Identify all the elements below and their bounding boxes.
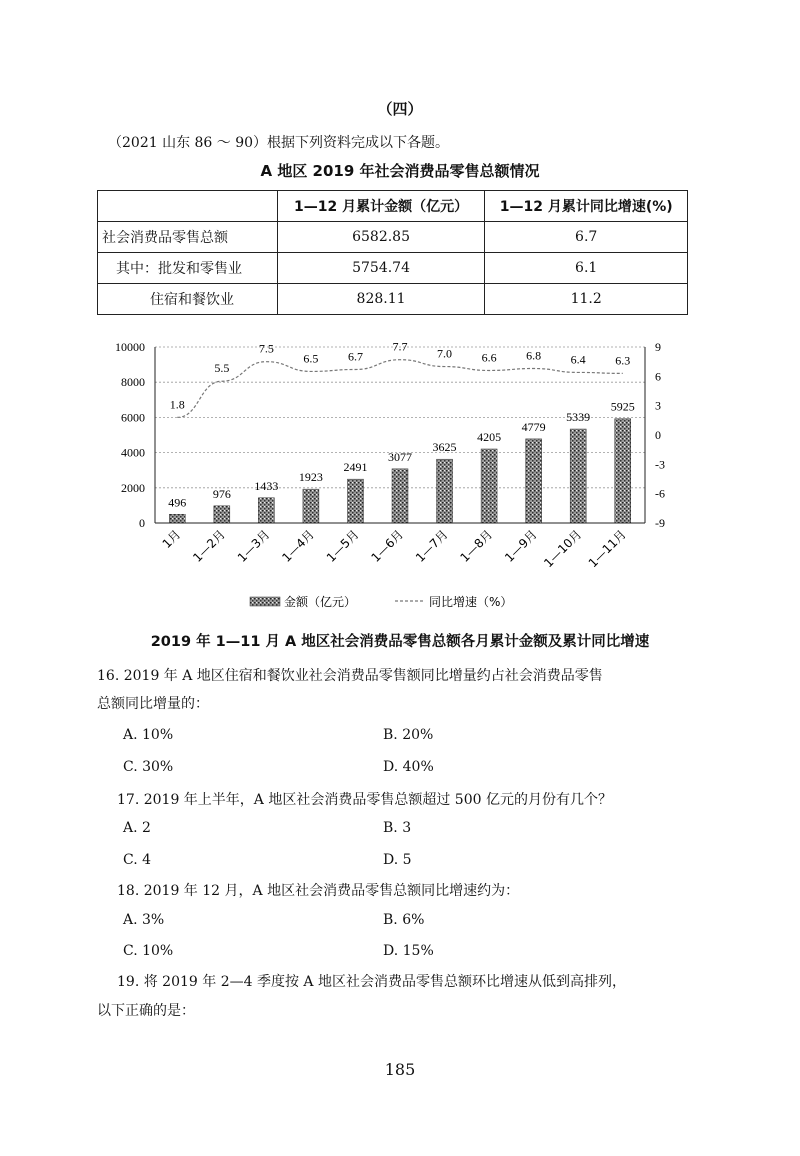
bar [570, 429, 586, 523]
option-b: B. 20% [383, 727, 434, 743]
x-tick-label: 1—10月 [541, 527, 585, 571]
legend-bar-swatch [250, 597, 280, 606]
y-right-tick-label: -3 [655, 457, 665, 472]
option-b: B. 6% [383, 912, 425, 928]
table-row [98, 253, 688, 284]
question-text: 将 2019 年 2—4 季度按 A 地区社会消费品零售总额环比增速从低到高排列， [143, 974, 626, 990]
bar-value-label: 2491 [343, 460, 368, 475]
y-right-tick-label: 9 [655, 340, 661, 354]
line-value-label: 6.5 [303, 351, 319, 366]
x-tick-label: 1—2月 [190, 527, 228, 565]
row-growth: 6.7 [485, 222, 688, 253]
table-title: A 地区 2019 年社会消费品零售总额情况 [260, 162, 540, 180]
question-16 [97, 662, 603, 690]
x-tick-label: 1—7月 [412, 527, 451, 565]
y-left-tick-label: 6000 [121, 410, 145, 425]
line-value-label: 7.5 [258, 341, 274, 356]
legend-bar-label: 金额（亿元） [284, 595, 357, 609]
y-left-tick-label: 10000 [115, 340, 145, 354]
question-number: 19. [117, 974, 140, 990]
row-amount: 828.11 [277, 284, 485, 315]
bar [481, 449, 497, 523]
row-label: 社会消费品零售总额 [98, 222, 278, 253]
bar-value-label: 1433 [254, 478, 279, 493]
section-heading: （四） [377, 100, 423, 118]
bar-value-label: 1923 [298, 470, 323, 485]
question-text: 2019 年上半年，A 地区社会消费品零售总额超过 500 亿元的月份有几个？ [143, 792, 612, 808]
page-number: 185 [384, 1060, 416, 1079]
line-value-label: 6.3 [615, 353, 631, 368]
x-tick-label: 1—8月 [457, 527, 496, 565]
y-right-tick-label: -6 [655, 486, 665, 501]
bar [169, 514, 185, 523]
option-d: D. 5 [383, 852, 412, 868]
y-left-tick-label: 8000 [121, 375, 145, 390]
row-amount: 6582.85 [277, 222, 485, 253]
x-tick-label: 1—3月 [234, 527, 273, 565]
table-header-cell [98, 191, 278, 222]
question-text: 2019 年 12 月，A 地区社会消费品零售总额同比增速约为： [143, 883, 520, 899]
x-tick-label: 1月 [159, 527, 184, 552]
option-b: B. 3 [383, 820, 412, 836]
row-amount: 5754.74 [277, 253, 485, 284]
question-17 [117, 786, 612, 814]
question-19 [117, 968, 626, 996]
bar [615, 419, 631, 523]
table-header-row [98, 191, 688, 222]
option-a: A. 2 [123, 820, 151, 836]
legend-line-label: 同比增速（%） [429, 595, 513, 609]
line-value-label: 5.5 [214, 361, 230, 376]
table-row [98, 284, 688, 315]
y-left-tick-label: 0 [139, 516, 145, 530]
row-label: 其中：批发和零售业 [98, 253, 278, 284]
table-header-cell: 1—12 月累计金额（亿元） [277, 191, 485, 222]
x-tick-label: 1—6月 [368, 527, 407, 565]
question-18 [117, 877, 519, 905]
bar-value-label: 3077 [388, 449, 412, 464]
question-19-cont: 以下正确的是： [97, 1003, 195, 1019]
y-right-tick-label: -9 [655, 516, 665, 530]
combo-chart [90, 330, 690, 620]
bar-value-label: 4205 [477, 429, 502, 444]
option-c: C. 30% [123, 759, 174, 775]
line-value-label: 7.0 [437, 346, 453, 361]
option-a: A. 3% [123, 912, 165, 928]
y-right-tick-label: 3 [655, 398, 661, 413]
y-left-tick-label: 4000 [121, 445, 145, 460]
option-a: A. 10% [123, 727, 174, 743]
line-value-label: 1.8 [169, 397, 185, 412]
growth-line [177, 360, 622, 418]
bar [214, 506, 230, 523]
option-c: C. 4 [123, 852, 152, 868]
data-table [97, 190, 688, 315]
x-tick-label: 1—9月 [502, 527, 540, 565]
bar [258, 498, 274, 523]
x-tick-label: 1—5月 [323, 527, 362, 565]
x-tick-label: 1—11月 [585, 527, 629, 571]
y-right-tick-label: 6 [655, 369, 661, 384]
row-growth: 6.1 [485, 253, 688, 284]
bar-value-label: 976 [212, 486, 231, 501]
bar-value-label: 5925 [610, 399, 635, 414]
question-number: 17. [117, 792, 140, 808]
line-value-label: 7.7 [392, 339, 408, 354]
row-label: 住宿和餐饮业 [98, 284, 278, 315]
question-text: 2019 年 A 地区住宿和餐饮业社会消费品零售额同比增量约占社会消费品零售 [123, 668, 603, 684]
chart-title: 2019 年 1—11 月 A 地区社会消费品零售总额各月累计金额及累计同比增速 [150, 634, 650, 650]
line-value-label: 6.7 [347, 349, 363, 364]
table-header-cell: 1—12 月累计同比增速(%) [485, 191, 688, 222]
bar-value-label: 5339 [566, 410, 591, 425]
bar-value-label: 4779 [521, 419, 546, 434]
option-c: C. 10% [123, 943, 174, 959]
line-value-label: 6.4 [570, 352, 586, 367]
line-value-label: 6.6 [481, 350, 497, 365]
bar [526, 439, 542, 523]
question-number: 16. [97, 668, 120, 684]
question-16-cont: 总额同比增量的： [97, 696, 209, 712]
bar [347, 479, 363, 523]
line-value-label: 6.8 [526, 348, 542, 363]
bar [392, 469, 408, 523]
option-d: D. 40% [383, 759, 434, 775]
question-number: 18. [117, 883, 140, 899]
y-right-tick-label: 0 [655, 428, 661, 442]
bar-value-label: 496 [168, 495, 187, 510]
x-tick-label: 1—4月 [279, 527, 318, 565]
y-left-tick-label: 2000 [121, 480, 145, 495]
table-row [98, 222, 688, 253]
bar [303, 489, 319, 523]
bar [437, 459, 453, 523]
bar-value-label: 3625 [432, 440, 457, 455]
option-d: D. 15% [383, 943, 434, 959]
row-growth: 11.2 [485, 284, 688, 315]
intro-text: （2021 山东 86 ～ 90）根据下列资料完成以下各题。 [108, 135, 450, 151]
